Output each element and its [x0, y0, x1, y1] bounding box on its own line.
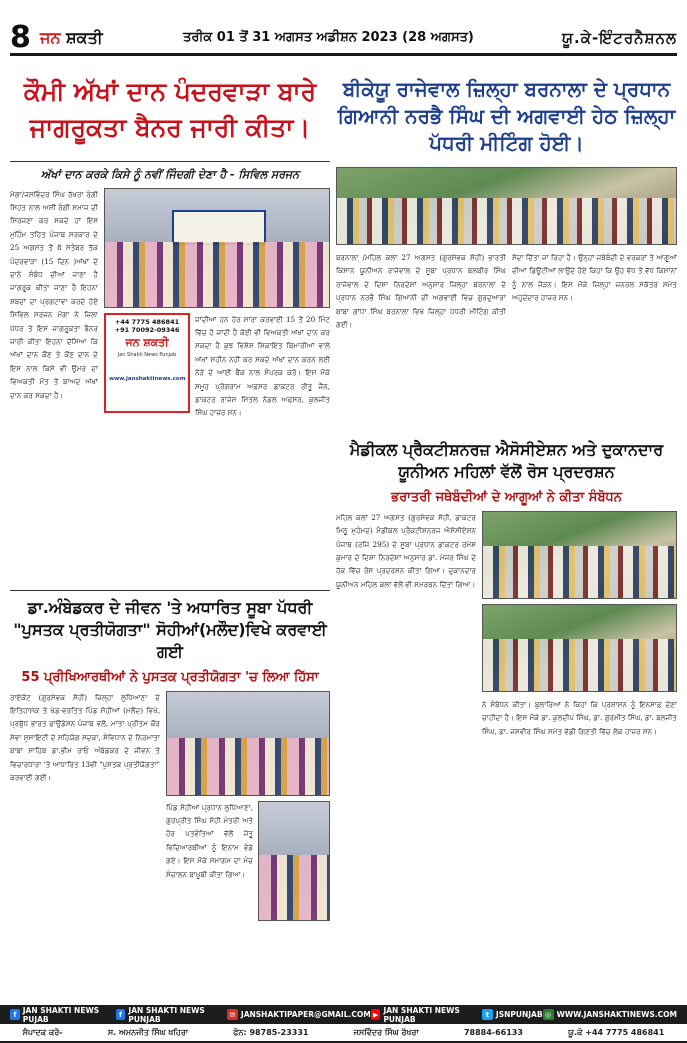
story-body-col2: ਜਾਂਦੀਆਂ ਹਨ ਹੋਰ ਸਾਰਾ ਕਰਵਾਈ 15 ਤੋਂ 20 ਮਿੰਟ ਵਿੱਚ ਹੋ ਜਾਂਦੀ ਹੈ ਕੋਈ ਵੀ ਵਿਅਕਤੀ ਅੱਖਾਂ ਦਾਨ ਕਰ ਸਕਦਾ ਹੈ ਕੁਝ ਵਿਸ਼ੇਸ਼ ਸ਼ਿਕਾਇਤ ਬਿਮਾਰੀਆਂ ਵਾਲੇ ਅੱਖਾਂ ਸਹੀਨ ਨਹੀਂ ਕਰ ਸਕਦੇ ਅੱਖਾਂ ਦਾਨ ਕਰਨ ਲਈ ਨੇੜੇ ਦੇ ਆਈ ਬੈਂਕ ਨਾਲ ਸੰਪਰਕ ਕਰੋ। ਇਸ ਮੌਕੇ ਸਮੂਹ ਪ੍ਰੋਗਰਾਮ ਅਫਸਰ ਡਾਕਟਰ ਰੀਤੂ ਜੈਨ, ਡਾਕਟਰ ਰਾਜੇਸ਼ ਮਿੱਤਲ ਨੋਡਲ ਅਫਸਰ, ਕੁਲਜੀਤ ਸਿੰਘ ਹਾਜ਼ਰ ਸਨ।: [195, 314, 330, 418]
story-medical-protest: [336, 439, 677, 871]
divider: [10, 161, 330, 162]
story-photo-2: [482, 604, 677, 692]
mail-icon: ✉: [227, 1009, 238, 1020]
story-headline: ਡਾ.ਅੰਬੇਡਕਰ ਦੇ ਜੀਵਨ 'ਤੇ ਅਧਾਰਿਤ ਸੂਬਾ ਪੱਧਰੀ "ਪੁਸਤਕ ਪ੍ਰਤੀਯੋਗਤਾ" ਸੋਹੀਆਂ(ਮਲੌਦ)ਵਿਖੇ ਕਰਵਾਈ ਗਈ: [13, 597, 327, 662]
social-links-bar: [0, 1005, 687, 1024]
credit-item: ਜਸਵਿੰਦਰ ਸਿੰਘ ਰੱਖਰਾ: [353, 1027, 419, 1037]
social-label: JAN SHAKTI NEWS PUNJAB: [128, 1005, 205, 1024]
advertisement[interactable]: [104, 313, 190, 413]
credit-item: ਸ. ਅਮਨਜੀਤ ਸਿੰਘ ਖਹਿਰਾ: [107, 1027, 189, 1037]
social-link-twitter[interactable]: [482, 1009, 543, 1020]
story-photo-2: [258, 801, 330, 921]
story-photo: [482, 511, 677, 599]
story-book-competition: [10, 590, 330, 987]
ad-note: Jan Shakti News Punjab: [117, 351, 177, 358]
social-label: WWW.JANSHAKTINEWS.COM: [556, 1010, 677, 1019]
ad-phone-1: +44 7775 486841: [114, 317, 180, 326]
logo-part-2: ਸ਼ਕਤੀ: [66, 27, 103, 47]
ad-phone-2: +91 70092-09346: [114, 325, 180, 334]
story-photo: [336, 167, 677, 245]
story-photo: [166, 691, 330, 796]
divider: [10, 590, 330, 591]
photo-people: [105, 242, 329, 307]
story-body-col1: ਰਾਏਕੋਟ (ਗੁਰਸੇਵਕ ਸੋਹੀ) ਜ਼ਿਲ੍ਹਾ ਲੁਧਿਆਣਾ ਦੇ ਇਤਿਹਾਸਕ ਤੇ ਖੇਡ-ਵਰਤਿਤ ਪਿੰਡ ਸੋਹੀਆਂ (ਮਲੌਦ) ਵਿਖੇ, ਪ੍ਰਬੁੱਧ ਭਾਰਤ ਫਾਉਂਡੇਸ਼ਨ ਪੰਜਾਬ ਵਲੋਂ, ਮਾਤਾ ਪ੍ਰੀਤਮ ਕੌਰ ਸੇਵਾ ਸੁਸਾਇਟੀ ਦੇ ਸਹਿਯੋਗ ਸਦਕਾ, ਸੰਵਿਧਾਨ ਦੇ ਨਿਰਮਾਤਾ ਬਾਬਾ ਸਾਹਿਬ ਡਾ.ਭੀਮ ਰਾਓ ਅੰਬੇਡਕਰ ਦੇ ਜੀਵਨ ਤੇ ਵਿਚਾਰਧਾਰਾ 'ਤੇ ਆਧਾਰਿਤ 13ਵੀਂ "ਪੁਸਤਕ ਪ੍ਰਤੀਯੋਗਤਾ" ਕਰਵਾਈ ਗਈ।: [10, 692, 160, 783]
twitter-icon: t: [482, 1009, 493, 1020]
story-body-col1: ਮਹਿਲ ਕਲਾਂ 27 ਅਗਸਤ (ਗੁਰਸੇਵਕ ਸੋਹੀ, ਡਾਕਟਰ ਮਿਠੂ ਮੁਹੰਮਦ) ਮੈਡੀਕਲ ਪ੍ਰੈਕਟੀਸ਼ਨਰਜ਼ ਐਸੋਸੀਏਸ਼ਨ ਪੰਜਾਬ (ਰਜਿ 295) ਦੇ ਸੂਬਾ ਪ੍ਰਧਾਨ ਡਾਕਟਰ ਰਮੇਸ਼ ਕੁਮਾਰ ਦੇ ਦਿਸ਼ਾ ਨਿਰਦੇਸ਼ਾਂ ਅਨੁਸਾਰ ਡਾ. ਮੇਜਰ ਸਿੰਘ ਦੇ ਹੱਕ ਵਿੱਚ ਰੋਸ ਪ੍ਰਦਰਸ਼ਨ ਕੀਤਾ ਗਿਆ। ਦੁਕਾਨਦਾਰ ਯੂਨੀਅਨ ਮਹਿਲ ਕਲਾਂ ਵੱਲੋਂ ਵੀ ਸਮਰਥਨ ਦਿੱਤਾ ਗਿਆ।: [336, 512, 476, 589]
story-headline: ਕੌਮੀ ਅੱਖਾਂ ਦਾਨ ਪੰਦਰਵਾੜਾ ਬਾਰੇ ਜਾਗਰੂਕਤਾ ਬੈਨਰ ਜਾਰੀ ਕੀਤਾ।: [23, 77, 317, 143]
story-body-col2: ਪਿੰਡ ਸੋਹੀਆਂ ਪ੍ਰਧਾਨ ਲੁਧਿਆਣਾ, ਗੁਰਪ੍ਰੀਤ ਸਿੰਘ ਸੋਹੀ ਮੰਤਰੀ ਅਤੇ ਹੋਰ ਪਤਵੰਤਿਆਂ ਵੱਲੋਂ ਜੇਤੂ ਵਿਦਿਆਰਥੀਆਂ ਨੂੰ ਇਨਾਮ ਵੰਡੇ ਗਏ। ਇਸ ਮੌਕੇ ਸਮਾਗਮ ਦਾ ਮੰਚ ਸੰਚਾਲਨ ਬਾਖ਼ੂਬੀ ਕੀਤਾ ਗਿਆ।: [166, 802, 253, 879]
credit-item: ਸੰਪਾਦਕ ਕਰੋ-: [22, 1027, 63, 1037]
edition-dateline: ਤਰੀਕ 01 ਤੋਂ 31 ਅਗਸਤ ਅਡੀਸ਼ਨ 2023 (28 ਅਗਸਤ): [183, 30, 474, 45]
story-subhead: 55 ਪ੍ਰੀਖਿਆਰਥੀਆਂ ਨੇ ਪੁਸਤਕ ਪ੍ਰਤੀਯੋਗਤਾ 'ਚ ਲਿਆ ਹਿੱਸਾ: [21, 669, 319, 685]
credit-item: ਯੂ.ਕੇ +44 7775 486841: [568, 1027, 665, 1037]
story-headline: ਬੀਕੇਯੂ ਰਾਜੇਵਾਲ ਜ਼ਿਲ੍ਹਾ ਬਰਨਾਲਾ ਦੇ ਪ੍ਰਧਾਨ ਗਿਆਨੀ ਨਰਭੈ ਸਿੰਘ ਦੀ ਅਗਵਾਈ ਹੇਠ ਜ਼ਿਲ੍ਹਾ ਪੱਧਰੀ ਮੀਟਿੰਗ ਹੋਈ।: [337, 77, 676, 155]
credit-item: ਫੋਨ: 98785-23331: [233, 1027, 309, 1037]
ad-logo: ਜਨ ਸ਼ਕਤੀ: [125, 335, 169, 349]
story-body-col2: ਨੇ ਸੰਬੋਧਨ ਕੀਤਾ। ਬੁਲਾਰਿਆਂ ਨੇ ਕਿਹਾ ਕਿ ਪ੍ਰਸ਼ਾਸਨ ਨੂੰ ਇਨਸਾਫ਼ ਦੇਣਾ ਚਾਹੀਦਾ ਹੈ। ਇਸ ਮੌਕੇ ਡਾ. ਕੁਲਦੀਪ ਸਿੰਘ, ਡਾ. ਗੁਰਮੀਤ ਸਿੰਘ, ਡਾ. ਬਲਜੀਤ ਸਿੰਘ, ਡਾ. ਜਸਵੀਰ ਸਿੰਘ ਸਮੇਤ ਵੱਡੀ ਗਿਣਤੀ ਵਿੱਚ ਲੋਕ ਹਾਜ਼ਰ ਸਨ।: [482, 699, 677, 736]
section-title: ਯੂ.ਕੇ-ਇੰਟਰਨੈਸ਼ਨਲ: [562, 28, 677, 47]
ad-website[interactable]: www.janshaktinews.com: [109, 375, 186, 382]
social-label: JSNPUNJAB: [495, 1010, 543, 1019]
credit-item: 78884-66133: [463, 1028, 523, 1037]
social-label: JAN SHAKTI NEWS PUNJAB: [383, 1005, 460, 1024]
photo-people: [483, 639, 676, 691]
social-label: JAN SHAKTI NEWS PUJAB: [22, 1005, 100, 1024]
page-number: 8: [10, 20, 31, 55]
right-column: [336, 66, 677, 871]
social-link-email[interactable]: [227, 1009, 371, 1020]
left-column: [10, 66, 330, 987]
social-label: JANSHAKTIPAPER@GMAIL.COM: [240, 1010, 371, 1019]
photo-people: [259, 855, 329, 920]
story-headline: ਮੈਡੀਕਲ ਪ੍ਰੈਕਟੀਸ਼ਨਰਜ਼ ਐਸੋਸੀਏਸ਼ਨ ਅਤੇ ਦੁਕਾਨਦਾਰ ਯੂਨੀਅਨ ਮਹਿਲਾਂ ਵੱਲੋਂ ਰੋਸ ਪ੍ਰਦਰਸ਼ਨ: [349, 440, 664, 482]
story-photo: [104, 188, 330, 308]
facebook-icon: f: [116, 1009, 126, 1020]
masthead: [10, 22, 677, 56]
youtube-icon: ▶: [371, 1009, 381, 1020]
story-farmers-meeting: [336, 76, 677, 431]
photo-people: [167, 738, 329, 795]
facebook-icon: f: [10, 1009, 20, 1020]
logo-part-1: ਜਨ: [40, 27, 61, 47]
story-subhead: ਭਰਾਤਰੀ ਜਥੇਬੰਦੀਆਂ ਦੇ ਆਗੂਆਂ ਨੇ ਕੀਤਾ ਸੰਬੋਧਨ: [391, 489, 622, 505]
newspaper-logo[interactable]: [40, 28, 160, 48]
story-body-col1: ਬਰਨਾਲਾ /ਮਹਿਲ ਕਲਾਂ 27 ਅਗਸਤ (ਗੁਰਸੇਵਕ ਸੋਹੀ) ਭਾਰਤੀ ਕਿਸਾਨ ਯੂਨੀਅਨ ਰਾਜੇਵਾਲ ਦੇ ਸੂਬਾ ਪ੍ਰਧਾਨ ਬਲਬੀਰ ਸਿੰਘ ਰਾਜੇਵਾਲ ਦੇ ਦਿਸ਼ਾ ਨਿਰਦੇਸ਼ਾਂ ਅਨੁਸਾਰ ਜ਼ਿਲ੍ਹਾ ਬਰਨਾਲਾ ਦੇ ਪ੍ਰਧਾਨ ਨਰਭੈ ਸਿੰਘ ਗਿਆਨੀ ਦੀ ਅਗਵਾਈ ਵਿਚ ਗੁਰਦੁਆਰਾ ਬਾਬਾ ਗਾਂਧਾ ਸਿੰਘ ਬਰਨਾਲਾ ਵਿਖੇ ਜ਼ਿਲ੍ਹਾ ਪੱਧਰੀ ਮੀਟਿੰਗ ਕੀਤੀ ਗਈ।: [336, 253, 506, 330]
social-link-facebook-2[interactable]: [116, 1006, 227, 1024]
story-eye-donation: [10, 74, 330, 572]
credits-bar: [0, 1024, 687, 1043]
story-body-col2: ਸੋਦਾ ਦਿੱਤਾ ਜਾ ਰਿਹਾ ਹੈ। ਉਨ੍ਹਾਂ ਜਥੇਬੰਦੀ ਦੇ ਵਰਕਰਾਂ ਤੇ ਆਗੂਆਂ ਦੀਆਂ ਡਿਊਟੀਆਂ ਲਾਉਂਦੇ ਹੋਏ ਕਿਹਾ ਕਿ ਉਹ ਵੱਧ ਤੋਂ ਵੱਧ ਕਿਸਾਨਾਂ ਨੂੰ ਨਾਲ ਜੋੜਨ। ਇਸ ਮੌਕੇ ਜ਼ਿਲ੍ਹਾ ਜਨਰਲ ਸਕੱਤਰ ਸਮੇਤ ਅਹੁਦੇਦਾਰ ਹਾਜ਼ਰ ਸਨ।: [512, 253, 677, 303]
awareness-banner: [172, 210, 266, 245]
photo-people: [337, 198, 676, 244]
social-link-facebook[interactable]: [10, 1006, 116, 1024]
page-footer: [0, 1005, 687, 1043]
story-body-col1: ਮੋਗਾ/ਜਸਵਿੰਦਰ ਸਿੰਘ ਰੱਖਰਾ ਰੰਗੀ ਸਿਹਤ ਨਾਲ ਅਸੀਂ ਰੰਗੀ ਸਮਾਜ ਦੀ ਸਿਰਜਣਾ ਕਰ ਸਕਦੇ ਹਾਂ ਇਸ ਮੁਹਿੰਮ ਤਹਿਤ ਪੰਜਾਬ ਸਰਕਾਰ ਦੇ 25 ਅਗਸਤ ਤੋਂ 8 ਸਤੰਬਰ ਤੱਕ ਪੰਦਰਵਾੜਾ (15 ਦਿਨ )ਅੱਖਾਂ ਦੇ ਦਾਨੇ ਸੰਬੰਧ ਦੀਆਂ ਜਾਣਾ ਹੈ ਜਾਗਰੂਕ ਕੀਤਾ ਜਾਣਾ ਹੈ ਇਹਨਾ ਸ਼ਬਦਾਂ ਦਾ ਪ੍ਰਗਟਾਵਾ ਕਰਦੇ ਹੋਏ ਸਿਵਿਲ ਸਰਜਨ ਮੋਗਾ ਨੇ ਜ਼ਿਲਾ ਪੱਧਰ ਤੇ ਇਸ ਜਾਗਰੂਕਤਾ ਬੈਨਰ ਜਾਰੀ ਕੀਤਾ ਇਹਨਾ ਦੱਸਿਆ ਕਿ ਅੱਖਾਂ ਦਾਨ ਕੌਣ ਤੇ ਕੌਣ ਦਾਨ ਦੇ ਇਸ ਨਾਲ ਕਿਸੇ ਵੀ ਉਮਰ ਦਾ ਵਿਅਕਤੀ ਮੌਤ ਤੋਂ ਬਾਅਦ ਅੱਖਾਂ ਦਾਨ ਕਰ ਸਕਦਾ ਹੈ।: [10, 189, 98, 400]
story-subhead: ਅੱਖਾਂ ਦਾਨ ਕਰਕੇ ਕਿਸੇ ਨੂੰ ਨਵੀਂ ਜਿੰਦਗੀ ਦੇਣਾ ਹੈ - ਸਿਵਿਲ ਸਰਜਨ: [40, 167, 300, 181]
social-link-youtube[interactable]: [371, 1006, 482, 1024]
photo-people: [483, 546, 676, 598]
web-icon: ◎: [543, 1009, 554, 1020]
social-link-website[interactable]: [543, 1009, 677, 1020]
